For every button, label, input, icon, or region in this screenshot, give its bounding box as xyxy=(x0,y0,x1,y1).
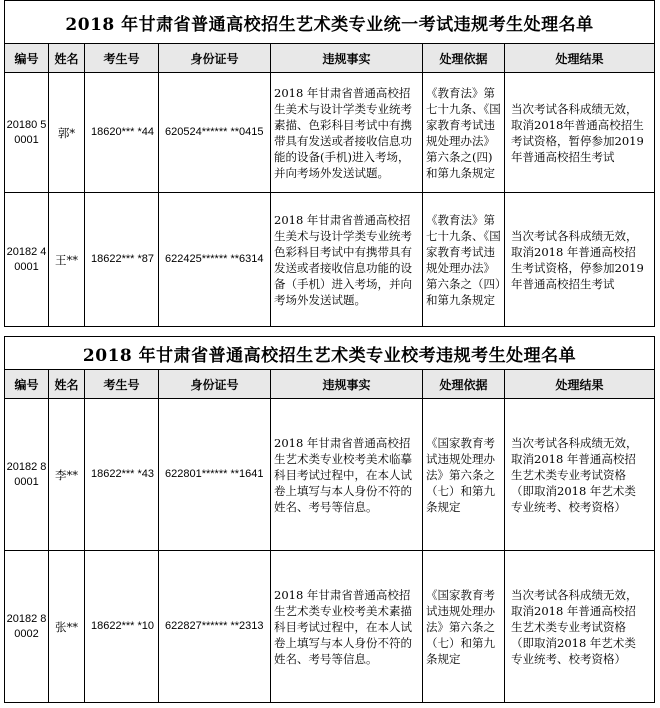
header-no: 编号 xyxy=(5,370,49,399)
cell-basis: 《国家教育考试违规处理办法》第六条之（七）和第九条规定 xyxy=(423,399,505,551)
cell-name: 王** xyxy=(49,193,85,327)
cell-name: 张** xyxy=(49,551,85,703)
cell-name: 郭* xyxy=(49,73,85,193)
cell-fact: 2018 年甘肃省普通高校招生美术与设计学类专业统考素描、色彩科目考试中有携带具有发送或者接收信息功能的设备(手机)进入考场，并向考场外发送试题。 xyxy=(271,73,423,193)
violation-table-unified-exam xyxy=(4,0,655,327)
cell-no: 20180 50001 xyxy=(5,73,49,193)
header-fact: 违规事实 xyxy=(271,44,423,73)
header-basis: 处理依据 xyxy=(423,44,505,73)
table-header-row xyxy=(5,370,655,399)
cell-exam-no: 18620*** *44 xyxy=(85,73,159,193)
cell-result: 当次考试各科成绩无效，取消2018年普通高校招生考试资格，暂停参加2019年普通高校招生考试 xyxy=(505,73,655,193)
cell-no: 20182 80001 xyxy=(5,399,49,551)
cell-no: 20182 80002 xyxy=(5,551,49,703)
cell-result: 当次考试各科成绩无效，取消2018 年普通高校招生考试资格，停参加2019 年普通高校招生考试 xyxy=(505,193,655,327)
table-title-school-exam: 2018 年甘肃省普通高校招生艺术类专业校考违规考生处理名单 xyxy=(5,337,655,370)
table-title-unified-exam: 2018 年甘肃省普通高校招生艺术类专业统一考试违规考生处理名单 xyxy=(5,1,655,44)
cell-result: 当次考试各科成绩无效，取消2018 年普通高校招生艺术类专业考试资格（即取消2018 年艺术类专业统考、校考资格） xyxy=(505,551,655,703)
header-result: 处理结果 xyxy=(505,44,655,73)
violation-table-school-exam xyxy=(4,336,655,703)
header-name: 姓名 xyxy=(49,44,85,73)
cell-id-card: 620524****** **0415 xyxy=(159,73,271,193)
cell-basis: 《国家教育考试违规处理办法》第六条之（七）和第九条规定 xyxy=(423,551,505,703)
cell-exam-no: 18622*** *87 xyxy=(85,193,159,327)
header-result: 处理结果 xyxy=(505,370,655,399)
table-row xyxy=(5,193,655,327)
cell-no: 20182 40001 xyxy=(5,193,49,327)
table-row xyxy=(5,399,655,551)
header-id-card: 身份证号 xyxy=(159,44,271,73)
cell-id-card: 622827****** **2313 xyxy=(159,551,271,703)
header-no: 编号 xyxy=(5,44,49,73)
cell-exam-no: 18622*** *10 xyxy=(85,551,159,703)
table-row xyxy=(5,551,655,703)
table-header-row xyxy=(5,44,655,73)
table-row xyxy=(5,73,655,193)
cell-id-card: 622801****** **1641 xyxy=(159,399,271,551)
header-id-card: 身份证号 xyxy=(159,370,271,399)
header-name: 姓名 xyxy=(49,370,85,399)
cell-exam-no: 18622*** *43 xyxy=(85,399,159,551)
cell-fact: 2018 年甘肃省普通高校招生艺术类专业校考美术素描科目考试过程中，在本人试卷上填写与本人身份不符的姓名、考号等信息。 xyxy=(271,551,423,703)
cell-name: 李** xyxy=(49,399,85,551)
cell-basis: 《教育法》第七十九条、《国家教育考试违规处理办法》第六条之（四）和第九条规定 xyxy=(423,193,505,327)
cell-fact: 2018 年甘肃省普通高校招生艺术类专业校考美术临摹科目考试过程中，在本人试卷上填写与本人身份不符的姓名、考号等信息。 xyxy=(271,399,423,551)
header-fact: 违规事实 xyxy=(271,370,423,399)
cell-basis: 《教育法》第七十九条、《国家教育考试违规处理办法》第六条之(四)和第九条规定 xyxy=(423,73,505,193)
cell-id-card: 622425****** **6314 xyxy=(159,193,271,327)
cell-fact: 2018 年甘肃省普通高校招生美术与设计学类专业统考色彩科目考试中有携带具有发送或者接收信息功能的设备（手机）进入考场，并向考场外发送试题。 xyxy=(271,193,423,327)
cell-result: 当次考试各科成绩无效，取消2018 年普通高校招生艺术类专业考试资格（即取消2018 年艺术类专业统考、校考资格） xyxy=(505,399,655,551)
header-exam-no: 考生号 xyxy=(85,370,159,399)
header-exam-no: 考生号 xyxy=(85,44,159,73)
header-basis: 处理依据 xyxy=(423,370,505,399)
